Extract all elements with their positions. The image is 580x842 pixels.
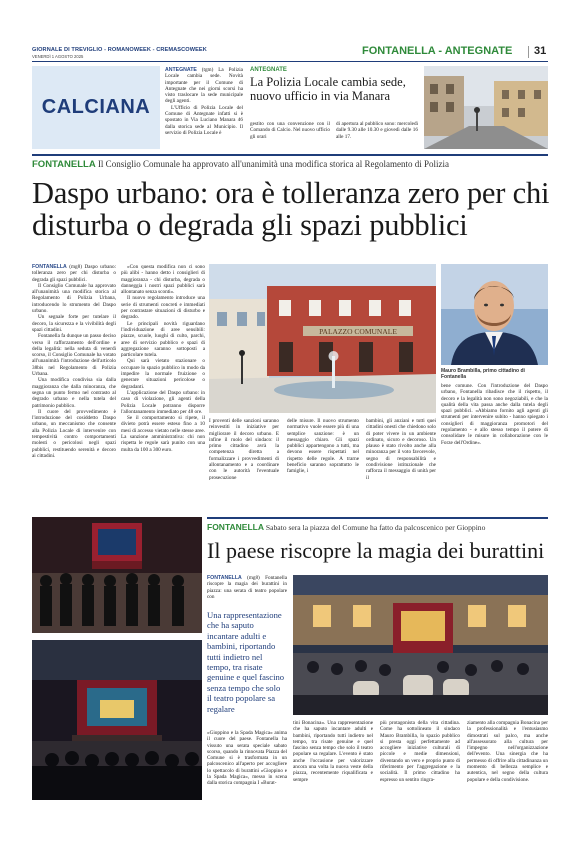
- antegnate-story-col2: di apertura al pubblico sono: mercoledì dalle 9.30 alle 10.30 e giovedì dalle 16 alle 17.: [336, 121, 418, 140]
- burattini-col-1: «Gioppino e la Spada Magica» anima il cuore del paese. Fontanella ha vissuto una serata speciale sabato scorso, quando la rinnovata Piazza del Comune si è trasformata in un palcoscenico all'aperto per accogliere lo spettacolo di burattini «Gioppino e la Spada Magica», messo in scena dalla storica compagnia I «Burat-: [207, 730, 287, 787]
- burattini-lead: FONTANELLA: [207, 575, 242, 581]
- brief-author: (tgm): [201, 67, 214, 73]
- daspo-col-5: bambini, gli anziani e tutti quei cittadini onesti che chiedono solo di poter vivere in un ambiente ordinato, sicuro e decoroso. Un plauso è stato rivolto anche alla minoranza per il voto favorevole, segno di responsabilità e condivisione istituzionale che rafforza il messaggio di unità per il: [366, 418, 436, 481]
- daspo-col-1: [32, 264, 116, 508]
- brief-text-1: La Polizia Locale cambia sede. Novità importante per il Comune di Antegnate che nei giorni scorsi ha visto traslocare la sede municipale degli agenti.: [165, 67, 243, 105]
- antegnate-street-photo: [424, 66, 548, 149]
- antegnate-story-kicker: ANTEGNATE: [250, 67, 287, 73]
- puppet-show-photo: [293, 575, 548, 715]
- masthead: [32, 47, 252, 59]
- burattini-subtitle: Sabato sera la piazza del Comune ha fatto da palcoscenico per Gioppino: [265, 523, 486, 532]
- daspo-col1-p2: Il Consiglio Comunale ha approvato all'unanimità una modifica storica al Regolamento di Polizia Urbana, introducendo lo strumento del Daspo urbano.: [32, 282, 116, 315]
- daspo-col1-p1: Daspo urbano: tolleranza zero per chi disturba o degrada gli spazi pubblici.: [32, 264, 116, 283]
- daspo-col-4: delle misure. Il nuovo strumento normativo vuole essere più di una semplice sanzione: è un messaggio chiaro. Gli spazi pubblici appartengono a tutti, ma devono essere rispettati nel rispetto delle regole. A trarne beneficio saranno soprattutto le famiglie, i: [287, 418, 359, 475]
- antegnate-story-title: La Polizia Locale cambia sede, nuovo ufficio in via Manara: [250, 75, 406, 103]
- burattini-intro: [207, 575, 287, 607]
- daspo-headline: Daspo urbano: ora è tolleranza zero per chi disturba o degrada gli spazi pubblici: [32, 176, 550, 242]
- burattini-pullquote: Una rappresentazione che ha saputo incantare adulti e bambini, riportando tutti indietro nel tempo, tra risate genuine e quel fascino senza tempo che solo il teatro popolare sa regalare: [207, 610, 285, 714]
- mayor-caption: Mauro Brambilla, primo cittadino di Fontanella: [441, 368, 525, 380]
- palazzo-sign: PALAZZO COMUNALE: [319, 327, 397, 336]
- calciana-label-box: [32, 66, 160, 149]
- burattini-subtitle-row: [207, 522, 548, 532]
- daspo-kicker: FONTANELLA: [32, 159, 96, 170]
- daspo-col1-p5: Una modifica condivisa sia dalla maggioranza che dalla minoranza, che segna un punto fermo nel contrasto al degrado urbano e nella tutela del patrimonio pubblico.: [32, 377, 116, 409]
- daspo-col2-p5: L'applicazione del Daspo urbano: in caso di violazione, gli agenti della Polizia Locale potranno disporre l'allontanamento immediato per 48 ore.: [121, 389, 205, 415]
- brief-text-2: L'Ufficio di Polizia Locale del Comune di Antegnate infatti si è spostato in Via Luciano Manara 46 dalla storica sede al Municipio. Il servizio di Polizia Locale è: [165, 104, 243, 136]
- mayor-portrait: [441, 264, 548, 365]
- audience-stage-photo-1: [32, 517, 202, 633]
- daspo-col1-p4: Fontanella fa dunque un passo deciso verso il rafforzamento dell'ordine e della legalità: nella seduta di venerdì scorso, il Consiglio Comunale ha votato all'unanimità l'introduzione dell'articolo 38bis nel Regolamento di Polizia Urbana.: [32, 333, 116, 378]
- burattini-kicker: FONTANELLA: [207, 522, 264, 532]
- daspo-subtitle-row: [32, 159, 548, 170]
- daspo-col2-p1: «Con questa modifica non ci sono più alibi - hanno detto i consiglieri di maggioranza - chi disturba, degrada o danneggia i nostri spazi pubblici sarà allontanato senza sconti».: [121, 264, 205, 296]
- paper-name: GIORNALE DI TREVIGLIO - ROMANOWEEK - CREMASCOWEEK: [32, 47, 207, 53]
- daspo-col1-p6: Il cuore del provvedimento è l'introduzione del cosiddetto Daspo urbano, un meccanismo che consente alla Polizia Locale di intervenire con tempestività contro comportamenti molesti o pericolosi negli spazi pubblici, restituendo serenità e decoro ai cittadini.: [32, 408, 116, 459]
- burattini-col-3: più protagonista della vita cittadina. Come ha sottolineato il sindaco Mauro Brambilla, lo spazio pubblico si presta oggi perfettamente ad accogliere iniziative culturali di piccole e medie dimensioni, diventando un vero e proprio punto di riferimento per l'aggregazione e la socialità. Il primo cittadino ha espresso un sentito ringra-: [380, 720, 460, 783]
- burattini-author: (mg8): [247, 575, 260, 581]
- daspo-col-3: I proventi delle sanzioni saranno reinvestiti in iniziative per migliorare il decoro urbano. E infine il ruolo del sindaco: il primo cittadino avrà la competenza diretta a formalizzare i provvedimenti di allontanamento e a coordinare con le autorità l'eventuale prosecuzione: [209, 418, 279, 481]
- calciana-label: CALCIANA: [41, 96, 151, 118]
- daspo-kicker-bar: [32, 154, 548, 156]
- daspo-col2-p3: Le principali novità riguardano l'individuazione di aree sensibili: piazze, scuole, luoghi di culto, parchi, aree di servizio pubblico e spazi di aggregazione saranno sottoposti a particolare tutela.: [121, 320, 205, 359]
- burattini-intro-text: Fontanella riscopre la magia dei burattini in piazza: una serata di teatro popolare con: [207, 575, 287, 600]
- daspo-lead: FONTANELLA: [32, 264, 67, 270]
- burattini-col-4: ziamento alla compagnia Bonacina per la professionalità e l'entusiasmo dimostrati sul palco, ma anche all'assessorato alla cultura per l'impegno nell'organizzazione dell'evento. Una sinergia che ha permesso di offrire alla cittadinanza un momento di bellezza semplice e autentica, nel segno della cultura popolare e della condivisione.: [467, 720, 548, 783]
- daspo-col2-p4: Qui sarà vietato stazionare o occupare lo spazio pubblico in modo da impedire la normale fruizione o generare situazioni pericolose o degradanti.: [121, 358, 205, 390]
- page-number: 31: [534, 45, 547, 57]
- daspo-col1-p3: Un segnale forte per tutelare il decoro, la sicurezza e la vivibilità degli spazi cittadini.: [32, 314, 116, 333]
- daspo-subtitle: Il Consiglio Comunale ha approvato all'unanimità una modifica storica al Regolamento di Polizia: [97, 159, 449, 169]
- daspo-col-6: bene comune. Con l'introduzione del Daspo urbano, Fontanella ribadisce che il rispetto, il decoro e la legalità non sono negoziabili, e che la qualità della vita passa anche dalla tutela degli spazi pubblici. «Abbiamo fornito agli agenti gli strumenti per intervenire subito - hanno spiegato i consiglieri di maggioranza promotori del regolamento - e allo stesso tempo il potere di consolidare le misure in collaborazione con le Forze dell'Ordine».: [441, 383, 548, 446]
- audience-stage-photo-2: [32, 640, 202, 800]
- header-divider: [528, 46, 529, 58]
- daspo-col2-p6: Se il comportamento si ripete, il divieto potrà essere esteso fino a 10 mesi di accesso vietato nelle stesse aree. La sanzione amministrativa: chi non rispetta le regole sarà punito con una multa da 100 a 300 euro.: [121, 415, 205, 453]
- issue-date: VENERDÌ 1 AGOSTO 2025: [32, 54, 84, 59]
- daspo-col2-p2: Il nuovo regolamento introduce una serie di strumenti concreti e immediati per contrastare situazioni di disturbo e degrado.: [121, 295, 205, 321]
- header-rule: [32, 61, 548, 62]
- piazza-photo: [209, 264, 436, 413]
- burattini-col-2: tini Bonacina». Una rappresentazione che ha saputo incantare adulti e bambini, riportando tutti indietro nel tempo, tra risate genuine e quel fascino senza tempo che solo il teatro popolare sa regalare. L'evento è stato anche l'occasione per valorizzare ancora una volta la nuova veste della piazza, recentemente riqualificata e sempre: [293, 720, 373, 783]
- burattini-headline: Il paese riscopre la magia dei burattini: [207, 538, 545, 563]
- burattini-kicker-bar: [207, 517, 548, 519]
- daspo-col-2: [121, 264, 205, 508]
- brief-lead: ANTEGNATE: [165, 67, 197, 73]
- section-title: FONTANELLA - ANTEGNATE: [362, 45, 513, 57]
- antegnate-brief: [165, 67, 243, 149]
- daspo-author: (mg8): [69, 264, 82, 270]
- antegnate-story-col1: gestito con una convenzione con il Comando di Calcio. Nel nuovo ufficio gli orari: [250, 121, 330, 140]
